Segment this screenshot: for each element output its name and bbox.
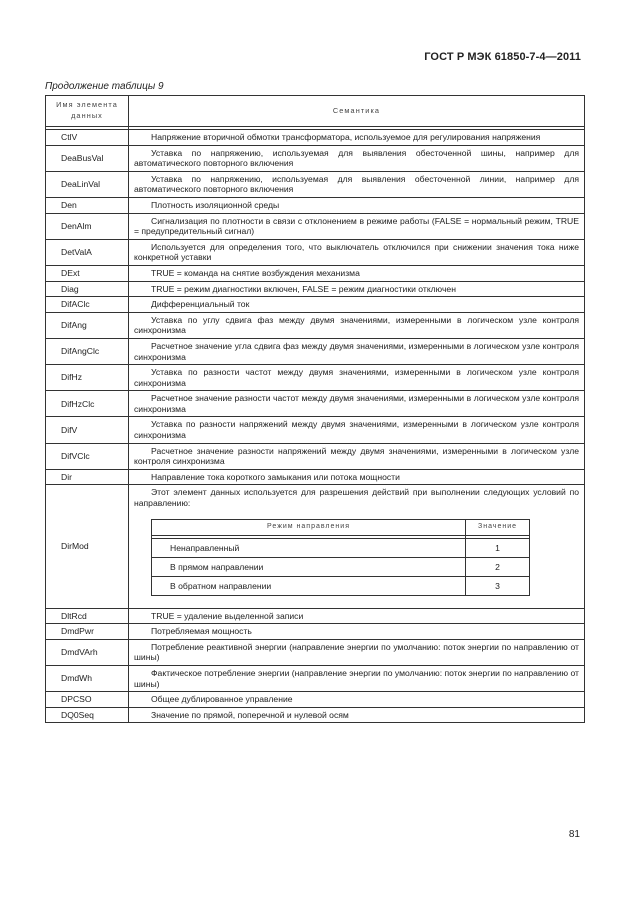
- table-row: [46, 145, 585, 171]
- data-name-cell: Dir: [46, 469, 129, 485]
- dirmod-intro: Этот элемент данных используется для разрешения действий при выполнении следующих условий по направлению:: [134, 487, 579, 509]
- table-body-before: [46, 130, 585, 485]
- semantic-cell: Расчетное значение разности напряжений между двумя значениями, измеренными в логическом узле контроля синхронизма: [129, 443, 585, 469]
- direction-mode-cell: В обратном направлении: [152, 576, 466, 595]
- semantic-cell: Расчетное значение разности частот между двумя значениями, измеренными в логическом узле контроля синхронизма: [129, 391, 585, 417]
- column-header-name: [46, 96, 129, 127]
- table-caption: Продолжение таблицы 9: [45, 81, 164, 92]
- table-row: [46, 443, 585, 469]
- table-row: [46, 312, 585, 338]
- data-name-cell: DmdVArh: [46, 639, 129, 665]
- table-row: [46, 197, 585, 213]
- semantic-cell: Направление тока короткого замыкания или потока мощности: [129, 469, 585, 485]
- data-name-cell: DltRcd: [46, 608, 129, 624]
- data-name-cell: Diag: [46, 281, 129, 297]
- data-name-cell: DifAngClc: [46, 338, 129, 364]
- semantic-cell: Общее дублированное управление: [129, 692, 585, 708]
- semantic-cell: TRUE = команда на снятие возбуждения механизма: [129, 265, 585, 281]
- table-row: [46, 608, 585, 624]
- table-row: [46, 624, 585, 640]
- table-row: [46, 171, 585, 197]
- table-body-dirmod: [46, 485, 585, 608]
- table-row: [46, 265, 585, 281]
- data-name-cell: DQ0Seq: [46, 707, 129, 723]
- direction-value-cell: 3: [466, 576, 530, 595]
- data-name-cell: DifAClc: [46, 297, 129, 313]
- data-name-cell: DeaLinVal: [46, 171, 129, 197]
- direction-value-cell: 1: [466, 538, 530, 557]
- table-row: [46, 297, 585, 313]
- table-body-after: [46, 608, 585, 723]
- semantic-cell: TRUE = удаление выделенной записи: [129, 608, 585, 624]
- semantic-cell: Фактическое потребление энергии (направление энергии по умолчанию: поток энергии по направлению от шины): [129, 666, 585, 692]
- table-row: [46, 365, 585, 391]
- data-name-cell: CtlV: [46, 130, 129, 146]
- semantic-cell: Напряжение вторичной обмотки трансформатора, используемое для регулирования напряжения: [129, 130, 585, 146]
- column-header-semantic: Семантика: [129, 96, 585, 127]
- table-row: [46, 338, 585, 364]
- table-header-row: [46, 96, 585, 127]
- semantic-cell: Значение по прямой, поперечной и нулевой осям: [129, 707, 585, 723]
- page-number: 81: [568, 829, 580, 840]
- standard-header: ГОСТ Р МЭК 61850-7-4—2011: [424, 51, 581, 63]
- semantic-cell: Потребление реактивной энергии (направление энергии по умолчанию: поток энергии по направлению от шины): [129, 639, 585, 665]
- data-name-cell: DmdWh: [46, 666, 129, 692]
- direction-value-cell: 2: [466, 557, 530, 576]
- data-name-cell: DmdPwr: [46, 624, 129, 640]
- data-name-cell: DExt: [46, 265, 129, 281]
- table-row: [46, 692, 585, 708]
- semantic-cell: Плотность изоляционной среды: [129, 197, 585, 213]
- sub-table-row: [152, 576, 530, 595]
- data-name-cell: DifVClc: [46, 443, 129, 469]
- table-row: [46, 213, 585, 239]
- data-name-cell: Den: [46, 197, 129, 213]
- data-name-cell: DetValA: [46, 239, 129, 265]
- table-row: [46, 666, 585, 692]
- sub-header-row: [152, 519, 530, 535]
- semantic-cell: Уставка по разности частот между двумя значениями, измеренными в логическом узле контроля синхронизма: [129, 365, 585, 391]
- data-name-cell: DPCSO: [46, 692, 129, 708]
- semantic-cell: TRUE = режим диагностики включен, FALSE = режим диагностики отключен: [129, 281, 585, 297]
- data-name-cell: DeaBusVal: [46, 145, 129, 171]
- data-name-cell: DifHzClc: [46, 391, 129, 417]
- semantic-cell: Сигнализация по плотности в связи с отклонением в режиме работы (FALSE = нормальный режим, TRUE = предупредительный сигнал): [129, 213, 585, 239]
- table-row: [46, 239, 585, 265]
- semantic-cell: Уставка по разности напряжений между двумя значениями, измеренными в логическом узле контроля синхронизма: [129, 417, 585, 443]
- data-semantics-table: [45, 95, 585, 723]
- direction-mode-cell: В прямом направлении: [152, 557, 466, 576]
- sub-table-row: [152, 557, 530, 576]
- column-header-name-line2: данных: [71, 111, 103, 120]
- semantic-cell: Расчетное значение угла сдвига фаз между двумя значениями, измеренными в логическом узле контроля синхронизма: [129, 338, 585, 364]
- table-row: [46, 707, 585, 723]
- data-name-cell: DifAng: [46, 312, 129, 338]
- data-name-cell: DifV: [46, 417, 129, 443]
- data-name-cell: DirMod: [46, 485, 129, 608]
- table-row: [46, 130, 585, 146]
- semantic-cell: Уставка по углу сдвига фаз между двумя значениями, измеренными в логическом узле контроля синхронизма: [129, 312, 585, 338]
- table-row: [46, 469, 585, 485]
- semantic-cell: [129, 485, 585, 608]
- table-row: [46, 485, 585, 608]
- data-name-cell: DifHz: [46, 365, 129, 391]
- sub-table-row: [152, 538, 530, 557]
- table-row: [46, 639, 585, 665]
- column-header-name-line1: Имя элемента: [56, 100, 118, 110]
- table-row: [46, 417, 585, 443]
- table-row: [46, 391, 585, 417]
- semantic-cell: Уставка по напряжению, используемая для выявления обесточенной шины, например для автоматического повторного включения: [129, 145, 585, 171]
- sub-header-value: Значение: [466, 519, 530, 535]
- direction-mode-table: [151, 519, 530, 596]
- semantic-cell: Уставка по напряжению, используемая для выявления обесточенной линии, например для автоматического повторного включения: [129, 171, 585, 197]
- table-row: [46, 281, 585, 297]
- semantic-cell: Используется для определения того, что выключатель отключился при снижении значения тока ниже конкретной уставки: [129, 239, 585, 265]
- semantic-cell: Потребляемая мощность: [129, 624, 585, 640]
- data-name-cell: DenAlm: [46, 213, 129, 239]
- semantic-cell: Дифференциальный ток: [129, 297, 585, 313]
- direction-mode-cell: Ненаправленный: [152, 538, 466, 557]
- sub-header-mode: Режим направления: [152, 519, 466, 535]
- sub-table-body: [152, 538, 530, 595]
